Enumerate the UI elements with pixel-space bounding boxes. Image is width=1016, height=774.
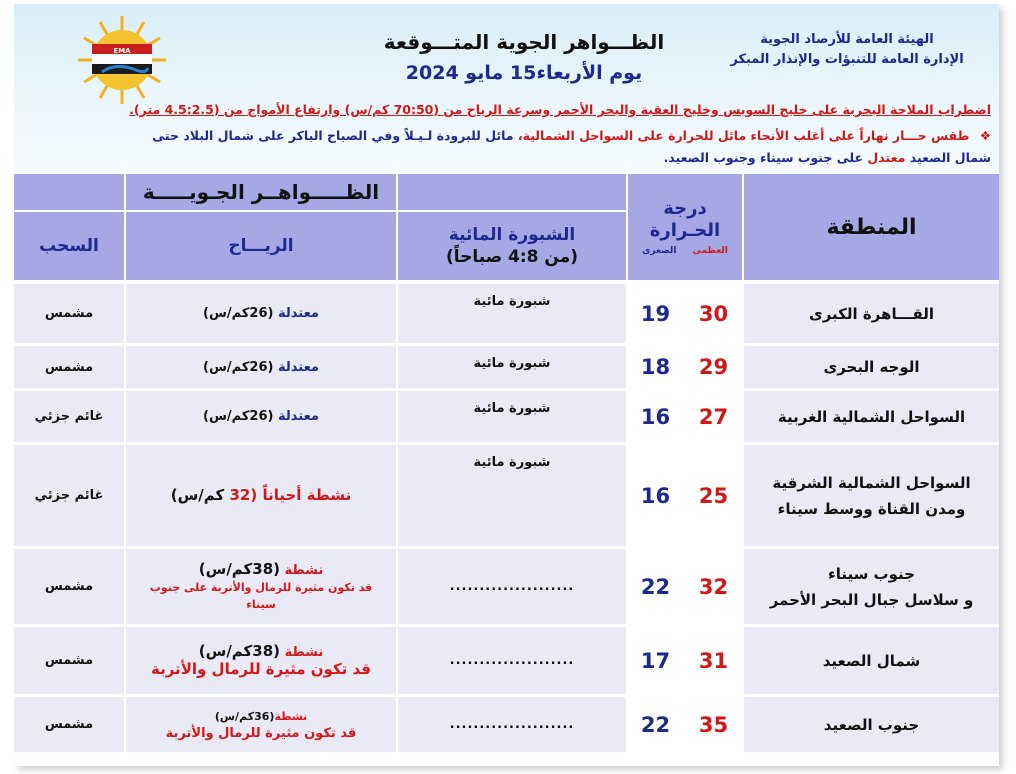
fog-cell: ..................... xyxy=(398,549,626,624)
table-row xyxy=(14,549,999,624)
wind-cell: نشطة (38كم/س) قد تكون مثيرة للرمال والأتربة xyxy=(126,627,396,694)
org-line-1: الهيئة العامة للأرصاد الجوية xyxy=(760,32,934,47)
min-temp-cell: 16 xyxy=(628,391,683,442)
clouds-cell: مشمس xyxy=(14,627,124,694)
region-cell: الوجه البحرى xyxy=(744,346,999,388)
page-title: الظـــواهر الجوية المتـــوقعة xyxy=(383,30,665,54)
max-temp-cell: 30 xyxy=(685,284,742,343)
forecast-date: يوم الأربعاء15 مايو 2024 xyxy=(405,62,643,84)
min-label: الصغرى xyxy=(642,246,677,256)
fog-cell: شبورة مائية xyxy=(398,284,626,343)
fog-cell: ..................... xyxy=(398,697,626,752)
min-temp-cell: 16 xyxy=(628,445,683,546)
table-row xyxy=(14,391,999,442)
wind-cell: نشطة(36كم/س) قد تكون مثيرة للرمال والأتربة xyxy=(126,697,396,752)
svg-text:EMA: EMA xyxy=(113,47,131,55)
max-label: العظمى xyxy=(692,246,728,256)
wind-cell: معتدلة (26كم/س) xyxy=(126,346,396,388)
min-temp-cell: 22 xyxy=(628,549,683,624)
bullet-icon: ❖ xyxy=(979,128,991,143)
wind-cell: نشطة أحياناً (32 كم/س) xyxy=(126,445,396,546)
clouds-cell: مشمس xyxy=(14,697,124,752)
wind-cell: معتدلة (26كم/س) xyxy=(126,391,396,442)
organization xyxy=(717,30,977,70)
clouds-cell: مشمس xyxy=(14,346,124,388)
marine-alert: اضطراب الملاحة البحرية على خليج السويس وخليج العقبة والبحر الأحمر وسرعة الرياح من (70:50 كم/س) وارتفاع الأمواج من (4.5:2.5 متر). xyxy=(129,102,991,117)
table-row xyxy=(14,346,999,388)
wind-cell: نشطة (38كم/س) قد تكون مثيرة للرمال والأتربة على جنوب سيناء xyxy=(126,549,396,624)
wind-cell: معتدلة (26كم/س) xyxy=(126,284,396,343)
fog-cell: شبورة مائية xyxy=(398,346,626,388)
region-cell: السواحل الشمالية الغربية xyxy=(744,391,999,442)
wind-header: الريـــاح xyxy=(126,212,396,280)
max-temp-cell: 35 xyxy=(685,697,742,752)
fog-cell: ..................... xyxy=(398,627,626,694)
phenomena-header: الظـــــواهــر الجـويـــــة xyxy=(126,174,396,210)
forecast-page xyxy=(14,4,999,766)
clouds-cell: مشمس xyxy=(14,284,124,343)
table-row xyxy=(14,284,999,343)
max-temp-cell: 27 xyxy=(685,391,742,442)
table-row xyxy=(14,627,999,694)
fog-header: الشبورة المائية (من 4:8 صباحاً) xyxy=(398,212,626,280)
min-temp-cell: 17 xyxy=(628,627,683,694)
min-temp-cell: 19 xyxy=(628,284,683,343)
region-cell: السواحل الشمالية الشرقية ومدن القناة ووسط سيناء xyxy=(744,445,999,546)
fog-cell: شبورة مائية xyxy=(398,391,626,442)
region-header: المنطقة xyxy=(744,174,999,280)
ema-logo xyxy=(76,14,168,106)
max-temp-cell: 25 xyxy=(685,445,742,546)
region-cell: شمال الصعيد xyxy=(744,627,999,694)
org-line-2: الإدارة العامة للتنبؤات والإنذار المبكر xyxy=(730,52,964,67)
table-row xyxy=(14,445,999,546)
temperature-header: درجة الحـرارة العظمى الصغرى xyxy=(628,174,742,280)
fog-cell: شبورة مائية xyxy=(398,445,626,546)
region-cell: جنوب الصعيد xyxy=(744,697,999,752)
region-cell: القـــاهرة الكبرى xyxy=(744,284,999,343)
weather-summary: ❖ طقس حـــار نهاراً على أغلب الأنحاء مائل للحرارة على السواحل الشمالية، مائل للبرودة لـيـلاً وفي الصباح الباكر على شمال البلاد حتى شمال الصعيد معتدل على جنوب سيناء وجنوب الصعيد. xyxy=(152,128,991,165)
header-band xyxy=(14,4,999,174)
max-temp-cell: 31 xyxy=(685,627,742,694)
min-temp-cell: 18 xyxy=(628,346,683,388)
clouds-header: السحب xyxy=(14,212,124,280)
clouds-cell: غائم جزئي xyxy=(14,445,124,546)
region-cell: جنوب سيناء و سلاسل جبال البحر الأحمر xyxy=(744,549,999,624)
max-temp-cell: 29 xyxy=(685,346,742,388)
clouds-cell: غائم جزئي xyxy=(14,391,124,442)
clouds-cell: مشمس xyxy=(14,549,124,624)
max-temp-cell: 32 xyxy=(685,549,742,624)
min-temp-cell: 22 xyxy=(628,697,683,752)
table-row xyxy=(14,697,999,752)
